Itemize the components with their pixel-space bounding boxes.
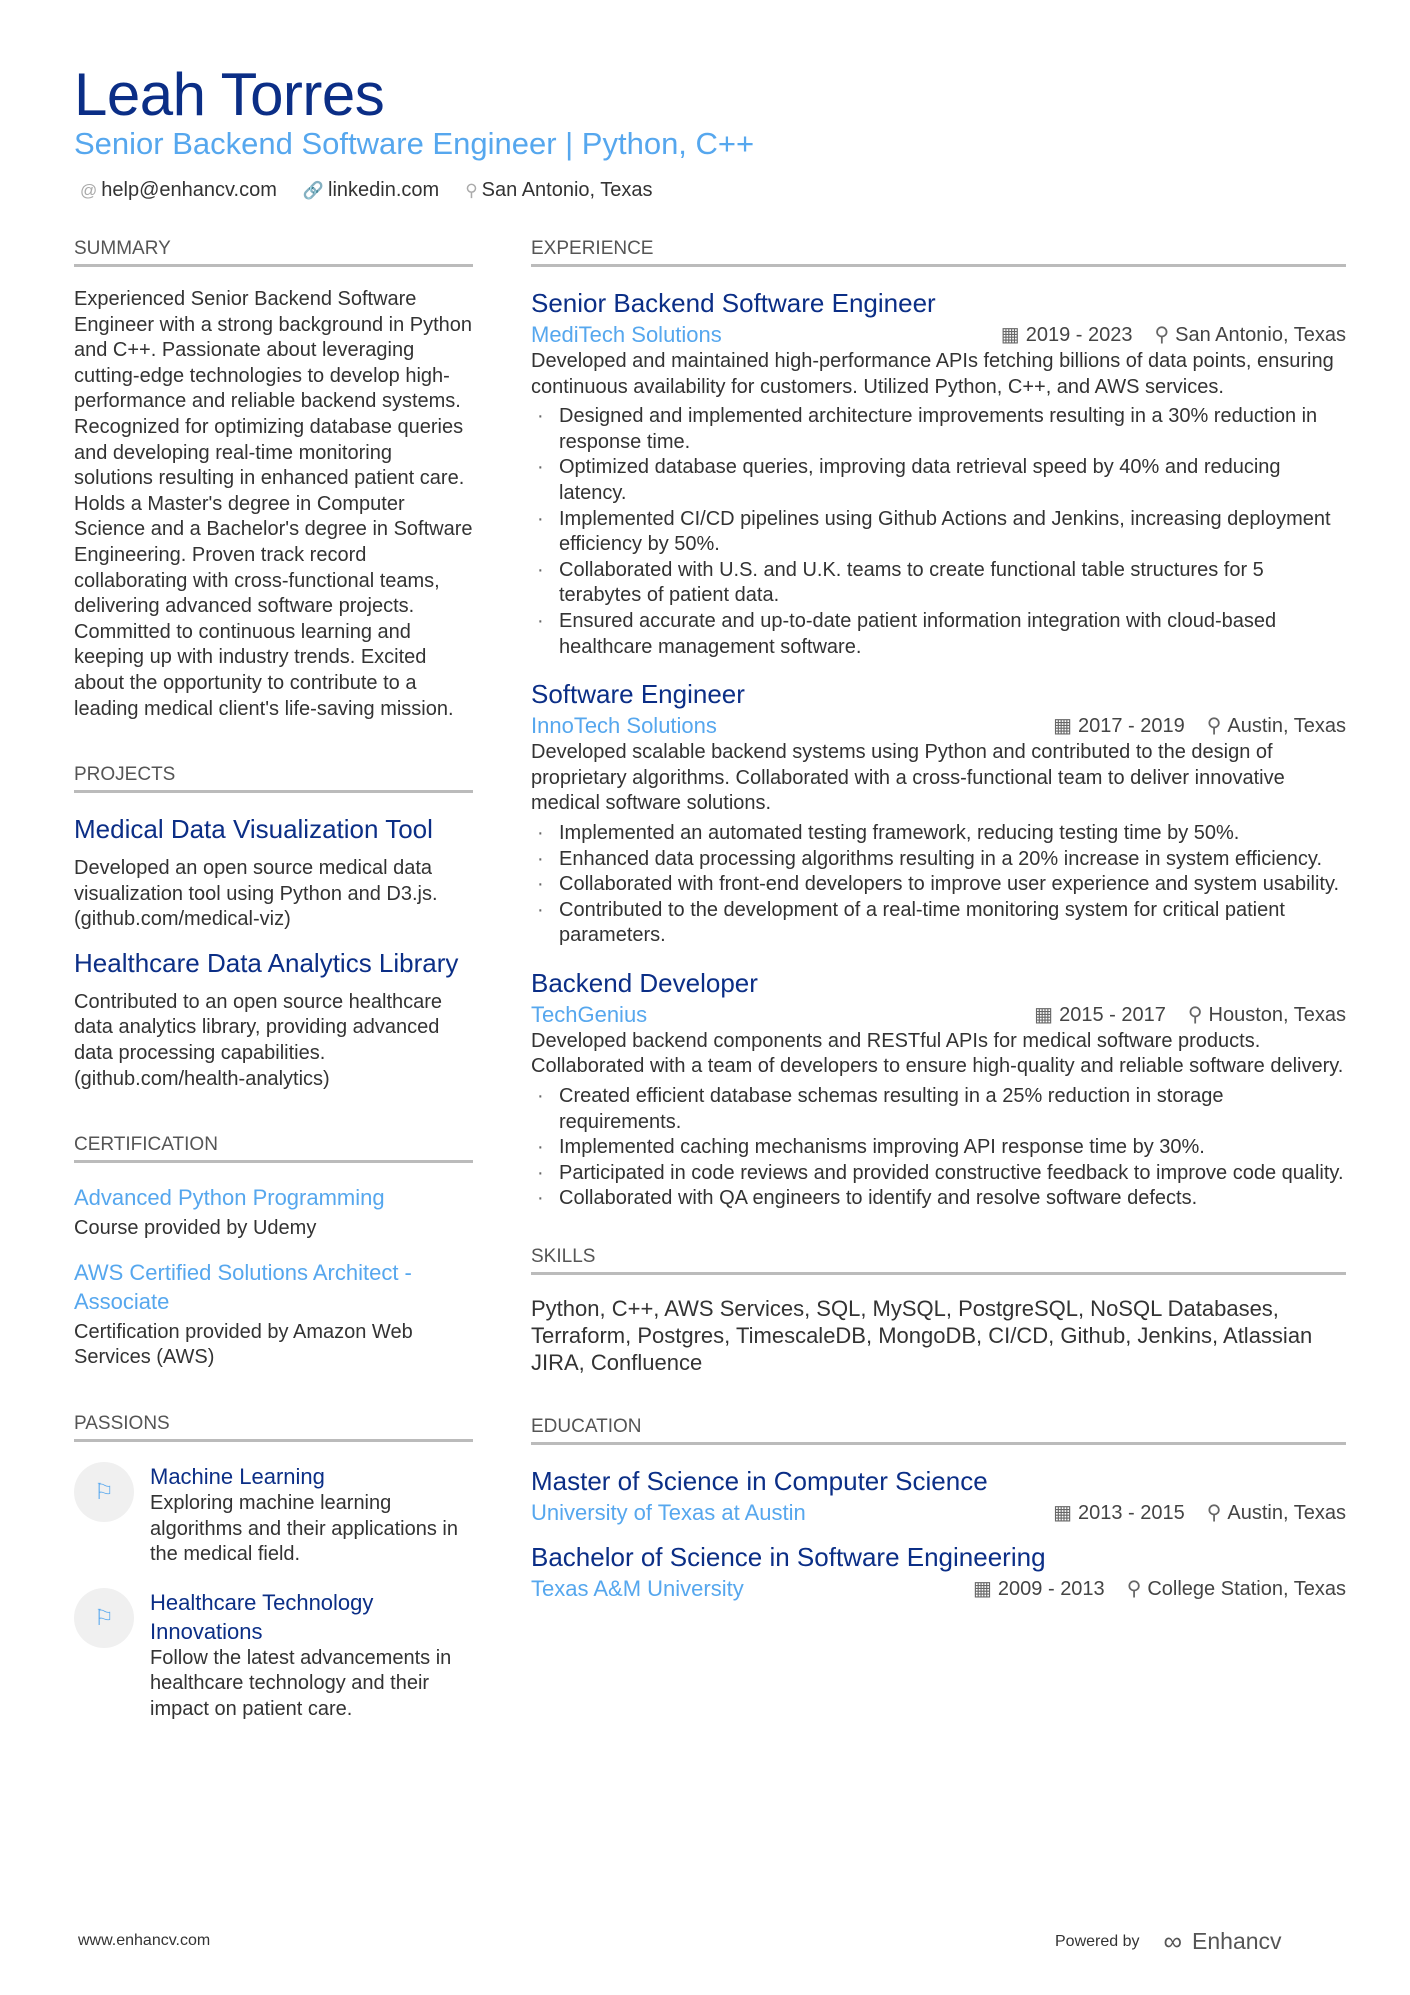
- contact-info: [80, 179, 653, 202]
- contact-link[interactable]: [303, 179, 439, 202]
- job-bullet: · Implemented CI/CD pipelines using Github Actions and Jenkins, increasing deployment efficiency by 50%.: [531, 507, 1346, 558]
- job-bullet: · Optimized database queries, improving data retrieval speed by 40% and reducing latency.: [531, 455, 1346, 506]
- job-bullet: · Ensured accurate and up-to-date patient information integration with cloud-based healthcare management software.: [531, 609, 1346, 660]
- enhancv-logo-icon: ∞: [1163, 1926, 1183, 1956]
- job-dates: 2015 - 2017: [1059, 1003, 1166, 1026]
- project-title: Healthcare Data Analytics Library: [74, 947, 459, 978]
- job-bullet: · Implemented an automated testing framework, reducing testing time by 50%.: [531, 821, 1346, 847]
- job-entry: [531, 678, 1346, 949]
- flag-icon: ⚐: [74, 1588, 134, 1648]
- passion-title: Machine Learning: [150, 1464, 325, 1490]
- powered-by-text: Powered by: [1055, 1932, 1140, 1950]
- job-company: InnoTech Solutions: [531, 713, 717, 739]
- job-description: Developed scalable backend systems using Python and contributed to the design of proprietary algorithms. Collaborated with a cross-functional team to deliver innovative medical software solutions.: [531, 741, 1285, 815]
- link-text: linkedin.com: [328, 179, 440, 201]
- project-title: Medical Data Visualization Tool: [74, 814, 433, 845]
- job-company: MediTech Solutions: [531, 322, 722, 347]
- project-text: Contributed to an open source healthcare data analytics library, providing advanced data processing capabilities. (github.com/health-analytics): [74, 990, 443, 1090]
- passion-item: [74, 1588, 473, 1723]
- flag-icon: ⚐: [74, 1462, 134, 1522]
- job-bullets: [531, 404, 1346, 660]
- calendar-icon: ▦: [973, 1578, 992, 1601]
- job-bullet: · Collaborated with U.S. and U.K. teams to create functional table structures for 5 terabytes of patient data.: [531, 558, 1346, 609]
- job-entry: [531, 967, 1346, 1212]
- edu-dates: 2009 - 2013: [997, 1578, 1105, 1601]
- link-icon: 🔗: [302, 181, 325, 200]
- job-location: Houston, Texas: [1208, 1003, 1346, 1026]
- candidate-name: Leah Torres: [74, 61, 385, 128]
- edu-location: College Station, Texas: [1147, 1578, 1346, 1601]
- passion-title: Healthcare Technology Innovations: [150, 1589, 374, 1644]
- passion-text: Exploring machine learning algorithms and their applications in the medical field.: [150, 1492, 458, 1566]
- location-pin-icon: ⚲: [465, 181, 478, 200]
- brand-text: Enhancv: [1192, 1928, 1282, 1954]
- job-entry: [531, 287, 1346, 660]
- job-location: San Antonio, Texas: [1175, 324, 1346, 346]
- cert-text: Certification provided by Amazon Web Services (AWS): [74, 1320, 413, 1369]
- location-pin-icon: ⚲: [1126, 1578, 1142, 1601]
- location-pin-icon: ⚲: [1154, 324, 1170, 346]
- job-bullets: [531, 1084, 1346, 1212]
- degree: Bachelor of Science in Software Engineering: [531, 1542, 1046, 1573]
- school: Texas A&M University: [531, 1576, 744, 1602]
- email-text: help@enhancv.com: [101, 179, 277, 201]
- summary-text: Experienced Senior Backend Software Engineer with a strong background in Python and C++. Passionate about leveraging cutting-edge technologies to develop high-performance and reliable backend systems. Recognized for optimizing database queries and developing real-time monitoring solutions resulting in enhanced patient care. Holds a Master's degree in Computer Science and a Bachelor's degree in Software Engineering. Proven track record collaborating with cross-functional teams, delivering advanced software projects. Committed to continuous learning and keeping up with industry trends. Excited about the opportunity to contribute to a leading medical client's life-saving mission.: [74, 288, 473, 720]
- passion-text: Follow the latest advancements in healthcare technology and their impact on patient care.: [150, 1646, 452, 1720]
- job-bullet: · Implemented caching mechanisms improving API response time by 30%.: [531, 1135, 1346, 1161]
- location-text: San Antonio, Texas: [481, 179, 653, 201]
- cert-item: [74, 1183, 473, 1242]
- job-bullets: [531, 821, 1346, 949]
- location-pin-icon: ⚲: [1206, 1502, 1222, 1525]
- job-description: Developed backend components and RESTful APIs for medical software products. Collaborated with a team of developers to ensure high-quality and reliable software delivery.: [531, 1029, 1344, 1078]
- degree: Master of Science in Computer Science: [531, 1466, 988, 1497]
- job-bullet: · Designed and implemented architecture improvements resulting in a 30% reduction in response time.: [531, 404, 1346, 455]
- calendar-icon: ▦: [1000, 324, 1020, 346]
- section-heading-certification: CERTIFICATION: [74, 1134, 473, 1163]
- job-bullet: · Created efficient database schemas resulting in a 25% reduction in storage requirements.: [531, 1084, 1346, 1135]
- project-item: [74, 947, 473, 1092]
- right-column: [531, 238, 1346, 1617]
- job-bullet: · Collaborated with QA engineers to identify and resolve software defects.: [531, 1186, 1346, 1212]
- edu-dates: 2013 - 2015: [1077, 1502, 1185, 1525]
- cert-title: Advanced Python Programming: [74, 1185, 385, 1211]
- education-entry: [531, 1465, 1346, 1527]
- job-description: Developed and maintained high-performance APIs fetching billions of data points, ensuring continuous availability for customers. Utilized Python, C++, and AWS services.: [531, 350, 1334, 398]
- location-pin-icon: ⚲: [1206, 715, 1222, 738]
- calendar-icon: ▦: [1034, 1003, 1054, 1026]
- section-heading-education: EDUCATION: [531, 1416, 1346, 1445]
- job-role: Backend Developer: [531, 967, 758, 998]
- education-entry: [531, 1541, 1346, 1603]
- section-heading-projects: PROJECTS: [74, 764, 473, 793]
- left-column: [74, 238, 473, 1743]
- cert-title: AWS Certified Solutions Architect - Associate: [74, 1259, 412, 1314]
- contact-location: [465, 179, 652, 202]
- job-bullet: · Contributed to the development of a real-time monitoring system for critical patient parameters.: [531, 898, 1346, 949]
- edu-location: Austin, Texas: [1227, 1502, 1346, 1525]
- calendar-icon: ▦: [1053, 715, 1072, 738]
- job-location: Austin, Texas: [1227, 715, 1346, 738]
- section-heading-summary: SUMMARY: [74, 238, 473, 267]
- job-company: TechGenius: [531, 1001, 648, 1027]
- skills-text: Python, C++, AWS Services, SQL, MySQL, PostgreSQL, NoSQL Databases, Terraform, Postgres, TimescaleDB, MongoDB, CI/CD, Github, Jenkins, Atlassian JIRA, Confluence: [531, 1296, 1313, 1376]
- job-bullet: · Collaborated with front-end developers to improve user experience and system usability.: [531, 872, 1346, 898]
- section-heading-skills: SKILLS: [531, 1246, 1346, 1275]
- candidate-title: Senior Backend Software Engineer | Python, C++: [74, 126, 755, 161]
- cert-text: Course provided by Udemy: [74, 1217, 317, 1240]
- job-dates: 2019 - 2023: [1025, 324, 1133, 346]
- calendar-icon: ▦: [1053, 1502, 1072, 1525]
- job-role: Senior Backend Software Engineer: [531, 288, 936, 318]
- job-dates: 2017 - 2019: [1077, 715, 1185, 738]
- footer-powered: [1055, 1926, 1282, 1957]
- footer-site[interactable]: www.enhancv.com: [78, 1932, 211, 1949]
- cert-item: [74, 1258, 473, 1371]
- contact-email[interactable]: [80, 179, 277, 202]
- section-heading-passions: PASSIONS: [74, 1413, 473, 1442]
- location-pin-icon: ⚲: [1187, 1003, 1203, 1026]
- section-heading-experience: EXPERIENCE: [531, 238, 1346, 267]
- passion-item: [74, 1462, 473, 1568]
- school: University of Texas at Austin: [531, 1500, 806, 1526]
- job-role: Software Engineer: [531, 679, 745, 710]
- job-bullet: · Enhanced data processing algorithms resulting in a 20% increase in system efficiency.: [531, 847, 1346, 873]
- at-icon: @: [80, 181, 98, 200]
- job-bullet: · Participated in code reviews and provided constructive feedback to improve code quality.: [531, 1161, 1346, 1187]
- project-item: [74, 813, 473, 933]
- project-text: Developed an open source medical data visualization tool using Python and D3.js. (github.com/medical-viz): [74, 857, 438, 931]
